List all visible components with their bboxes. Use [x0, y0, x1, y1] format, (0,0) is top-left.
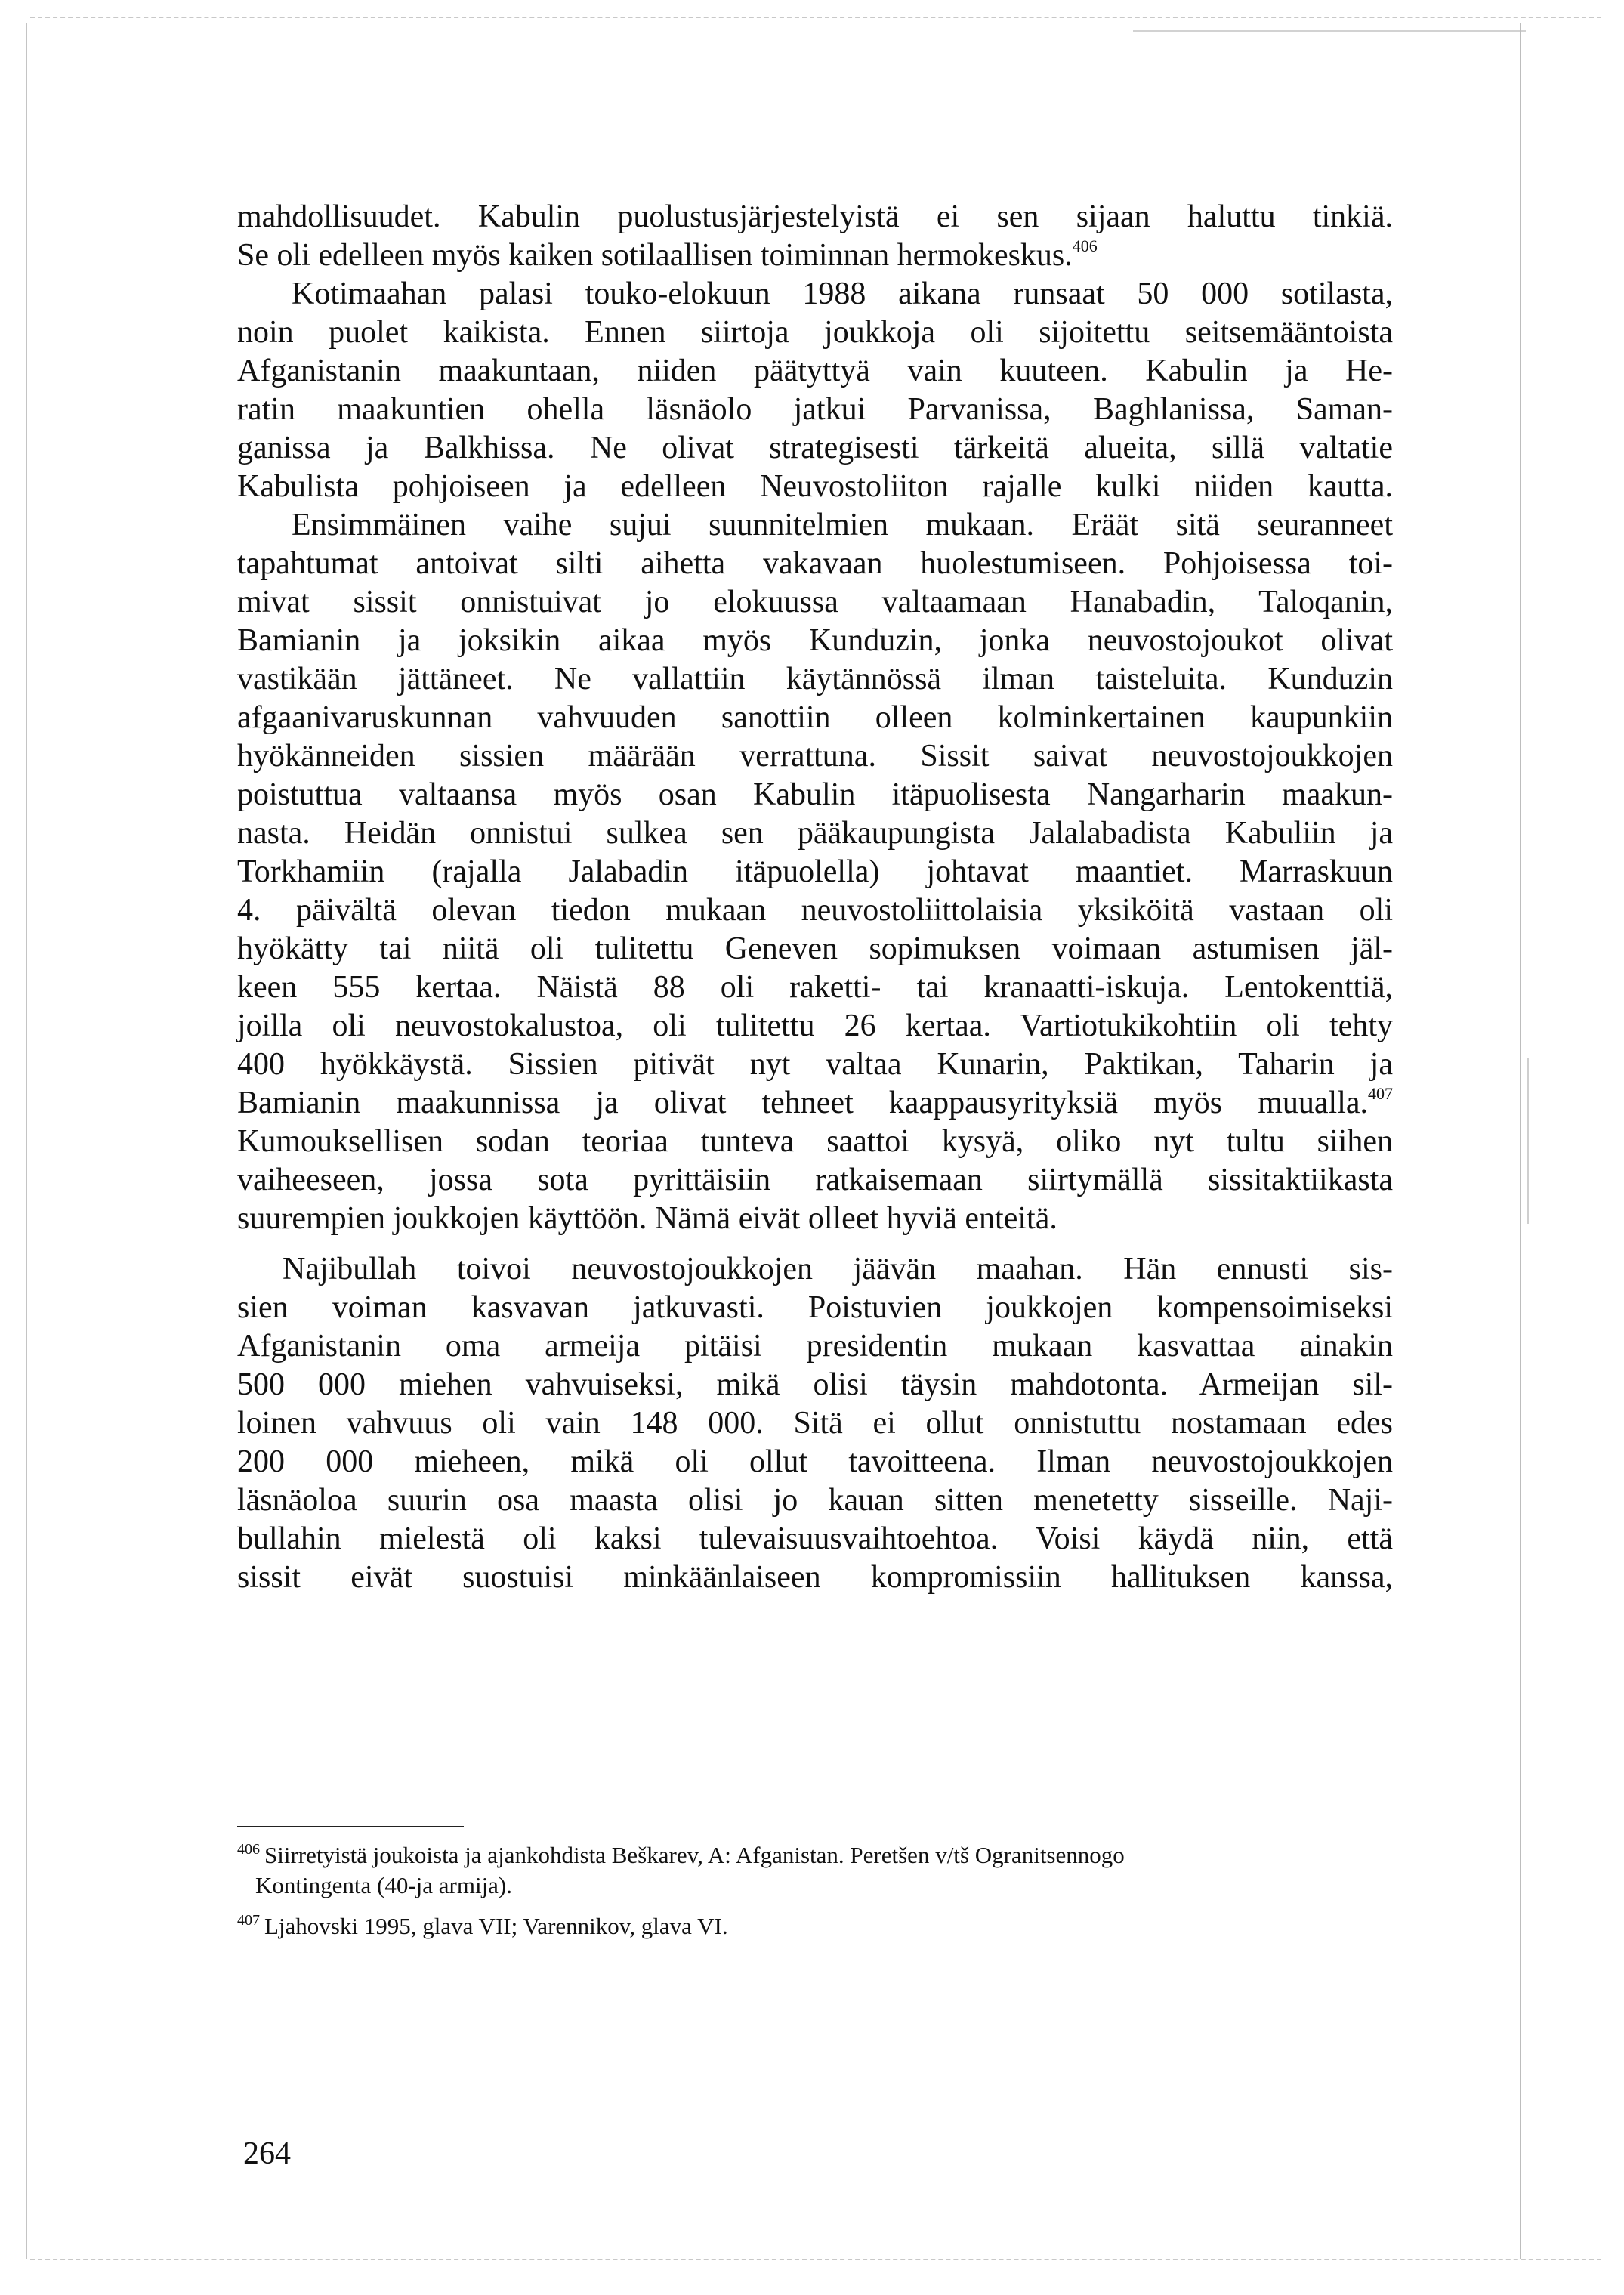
footnote-ref-407: 407 — [1368, 1084, 1393, 1103]
body-line: Bamianin maakunnissa ja olivat tehneet kaappausyrityksiä myös muualla.$^{407}$ — [237, 1084, 1393, 1120]
scan-edge-top — [30, 17, 1601, 18]
body-line: Kotimaahan palasi touko-elokuun 1988 aikana runsaat 50 000 sotilasta, — [292, 276, 1393, 311]
body-line: loinen vahvuus oli vain 148 000. Sitä ei ollut onnistuttu nostamaan edes — [237, 1406, 1393, 1441]
body-line: Afganistanin oma armeija pitäisi presidentin mukaan kasvattaa ainakin — [237, 1329, 1393, 1364]
scan-edge-right — [1520, 23, 1521, 2259]
body-line: 200 000 mieheen, mikä oli ollut tavoitteena. Ilman neuvostojoukkojen — [237, 1444, 1393, 1479]
body-line: keen 555 kertaa. Näistä 88 oli raketti- tai kranaatti-iskuja. Lentokenttiä, — [237, 970, 1393, 1005]
body-line: mivat sissit onnistuivat jo elokuussa valtaamaan Hanabadin, Taloqanin, — [237, 585, 1393, 619]
body-line: ratin maakuntien ohella läsnäolo jatkui Parvanissa, Baghlanissa, Saman- — [237, 392, 1393, 427]
body-line: tapahtumat antoivat silti aihetta vakavaan huolestumiseen. Pohjoisessa toi- — [237, 546, 1393, 581]
scan-edge-top-inner — [1133, 30, 1526, 32]
body-line: nasta. Heidän onnistui sulkea sen pääkaupungista Jalalabadista Kabuliin ja — [237, 816, 1393, 851]
body-line: poistuttua valtaansa myös osan Kabulin itäpuolisesta Nangarharin maakun- — [237, 777, 1393, 812]
body-line: bullahin mielestä oli kaksi tulevaisuusvaihtoehtoa. Voisi käydä niin, että — [237, 1521, 1393, 1556]
body-line: Najibullah toivoi neuvostojoukkojen jäävän maahan. Hän ennusti sis- — [283, 1252, 1393, 1286]
body-line: 400 hyökkäystä. Sissien pitivät nyt valtaa Kunarin, Paktikan, Taharin ja — [237, 1047, 1393, 1082]
scan-edge-bottom — [30, 2259, 1601, 2260]
footnote-406-continuation: Kontingenta (40-ja armija). — [255, 1872, 513, 1898]
body-line: Kabulista pohjoiseen ja edelleen Neuvostoliiton rajalle kulki niiden kautta. — [237, 469, 1393, 504]
scan-edge-left — [26, 23, 27, 2259]
body-line: sissit eivät suostuisi minkäänlaiseen kompromissiin hallituksen kanssa, — [237, 1560, 1393, 1595]
body-line: Kumouksellisen sodan teoriaa tunteva saattoi kysyä, oliko nyt tultu siihen — [237, 1124, 1393, 1159]
body-line: mahdollisuudet. Kabulin puolustusjärjestelyistä ei sen sijaan haluttu tinkiä. — [237, 199, 1393, 234]
body-line: sien voiman kasvavan jatkuvasti. Poistuvien joukkojen kompensoimiseksi — [237, 1290, 1393, 1325]
body-line: Se oli edelleen myös kaiken sotilaallisen toiminnan hermokeskus.$^{406}$ — [237, 236, 1098, 273]
body-line: hyökätty tai niitä oli tulitettu Geneven sopimuksen voimaan astumisen jäl- — [237, 931, 1393, 966]
body-line: Afganistanin maakuntaan, niiden päätyttyä vain kuuteen. Kabulin ja He- — [237, 354, 1393, 388]
body-line: ganissa ja Balkhissa. Ne olivat strategisesti tärkeitä alueita, sillä valtatie — [237, 431, 1393, 465]
footnote-separator — [237, 1826, 464, 1827]
body-line: hyökänneiden sissien määrään verrattuna. Sissit saivat neuvostojoukkojen — [237, 739, 1393, 774]
footnotes — [237, 1840, 1393, 1941]
body-line: 500 000 miehen vahvuiseksi, mikä olisi täysin mahdotonta. Armeijan sil- — [237, 1367, 1393, 1402]
body-line: Bamianin ja joksikin aikaa myös Kunduzin, jonka neuvostojoukot olivat — [237, 623, 1393, 658]
footnote-number: 407 — [237, 1912, 260, 1929]
page-number: 264 — [243, 2136, 291, 2171]
body-line: afgaanivaruskunnan vahvuuden sanottiin olleen kolminkertainen kaupunkiin — [237, 700, 1393, 735]
body-line: vaiheeseen, jossa sota pyrittäisiin ratkaisemaan siirtymällä sissitaktiikasta — [237, 1163, 1393, 1197]
footnote-406: $^{406}$ Siirretyistä joukoista ja ajankohdista Beškarev, A: Afganistan. Peretšen v/tš Ogranitsennogo — [237, 1841, 1125, 1868]
body-text — [237, 198, 1393, 1597]
body-line: Ensimmäinen vaihe sujui suunnitelmien mukaan. Eräät sitä seuranneet — [292, 508, 1393, 542]
body-line: Torkhamiin (rajalla Jalabadin itäpuolella) johtavat maantiet. Marraskuun — [237, 854, 1393, 889]
body-line: vastikään jättäneet. Ne vallattiin käytännössä ilman taisteluita. Kunduzin — [237, 662, 1393, 697]
body-line: 4. päivältä olevan tiedon mukaan neuvostoliittolaisia yksiköitä vastaan oli — [237, 893, 1393, 928]
footnote-407: $^{407}$ Ljahovski 1995, glava VII; Varennikov, glava VI. — [237, 1912, 728, 1939]
footnote-ref-406: 406 — [1072, 236, 1098, 255]
body-line: joilla oli neuvostokalustoa, oli tulitettu 26 kertaa. Vartiotukikohtiin oli tehty — [237, 1009, 1393, 1043]
body-line: noin puolet kaikista. Ennen siirtoja joukkoja oli sijoitettu seitsemääntoista — [237, 315, 1393, 350]
body-line: suurempien joukkojen käyttöön. Nämä eivät olleet hyviä enteitä. — [237, 1201, 1057, 1236]
footnote-number: 406 — [237, 1841, 260, 1858]
body-line: läsnäoloa suurin osa maasta olisi jo kauan sitten menetetty sisseille. Naji- — [237, 1483, 1393, 1518]
scan-edge-right-mark — [1527, 1058, 1529, 1224]
